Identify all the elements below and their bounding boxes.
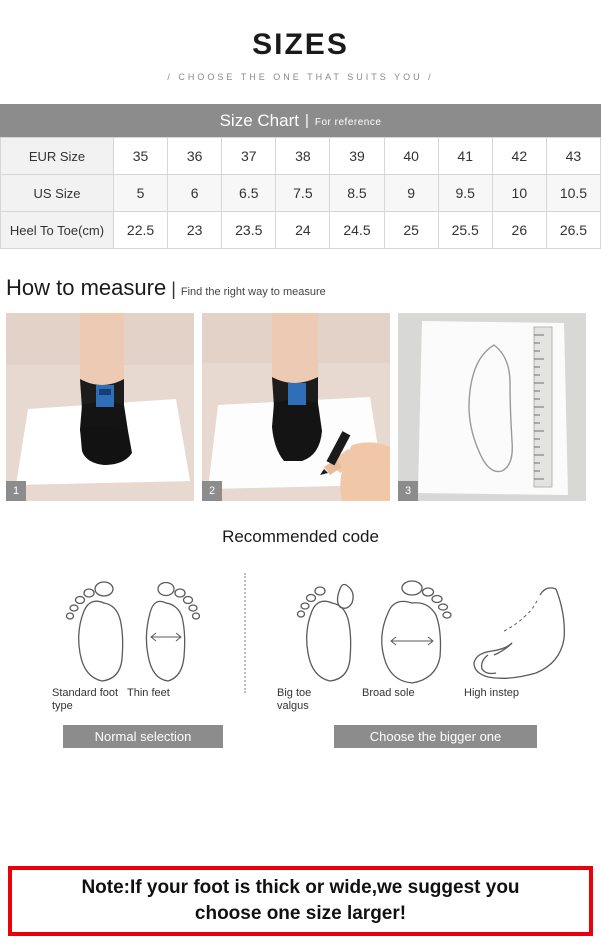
measure-step-3-photo: [398, 313, 586, 501]
how-to-measure-title: How to measure: [6, 275, 167, 300]
note-box: [8, 866, 593, 936]
table-row: [1, 138, 601, 175]
cell: 22.5: [114, 212, 168, 249]
how-to-measure-subtitle: Find the right way to measure: [180, 286, 326, 298]
ruler-measure-illustration: [398, 313, 586, 501]
cell: 43: [546, 138, 600, 175]
foot-type-label-bigtoe: Big toe valgus: [277, 687, 312, 712]
cell: 10: [492, 175, 546, 212]
cell: 23.5: [222, 212, 276, 249]
cell: 5: [114, 175, 168, 212]
size-chart-heading-note: For reference: [314, 116, 382, 128]
cell: 7.5: [276, 175, 330, 212]
cell: 6: [168, 175, 222, 212]
foot-type-illustrations: [0, 555, 601, 712]
cell: 6.5: [222, 175, 276, 212]
cell: 41: [438, 138, 492, 175]
note-line-2: choose one size larger!: [194, 903, 407, 924]
how-to-measure-bar: |: [171, 279, 176, 299]
size-chart-table: [0, 137, 601, 249]
vertical-divider: [244, 573, 246, 693]
cell: 42: [492, 138, 546, 175]
cell: 26: [492, 212, 546, 249]
foot-type-label-standard: Standard foot type: [52, 687, 119, 712]
cell: 24: [276, 212, 330, 249]
recommended-title: Recommended code: [222, 527, 379, 546]
recommended-body: Standard foot type Thin feet Big toe valgus Broad sole High instep Normal selection Choose the bigger one: [0, 555, 601, 755]
step-badge: 3: [398, 481, 418, 501]
cell: 40: [384, 138, 438, 175]
size-chart: [0, 104, 601, 249]
cell: 10.5: [546, 175, 600, 212]
cell: 35: [114, 138, 168, 175]
cell: 25: [384, 212, 438, 249]
cell: 24.5: [330, 212, 384, 249]
cell: 37: [222, 138, 276, 175]
row-label-us: US Size: [1, 175, 114, 212]
size-chart-header: [0, 104, 601, 137]
size-chart-heading: Size Chart: [219, 110, 299, 130]
measure-steps: [0, 313, 601, 501]
page-subtitle: / CHOOSE THE ONE THAT SUITS YOU /: [167, 72, 434, 82]
step-badge: 2: [202, 481, 222, 501]
size-chart-heading-bar: |: [304, 112, 309, 129]
measure-step-1-photo: [6, 313, 194, 501]
cell: 36: [168, 138, 222, 175]
foot-on-paper-illustration: [6, 313, 194, 501]
cell: 8.5: [330, 175, 384, 212]
table-row: [1, 212, 601, 249]
note-line-1: Note:If your foot is thick or wide,we suggest you: [81, 877, 520, 898]
cell: 39: [330, 138, 384, 175]
cell: 23: [168, 212, 222, 249]
how-to-measure-header: [0, 275, 601, 301]
cell: 9: [384, 175, 438, 212]
step-badge: 1: [6, 481, 26, 501]
cell: 9.5: [438, 175, 492, 212]
tracing-foot-illustration: [202, 313, 390, 501]
cell: 25.5: [438, 212, 492, 249]
measure-step-2-photo: [202, 313, 390, 501]
normal-selection-pill: Normal selection: [63, 725, 223, 748]
cell: 26.5: [546, 212, 600, 249]
cell: 38: [276, 138, 330, 175]
row-label-heel-to-toe: Heel To Toe(cm): [1, 212, 114, 249]
row-label-eur: EUR Size: [1, 138, 114, 175]
choose-bigger-pill: Choose the bigger one: [334, 725, 537, 748]
page-title: SIZES: [252, 28, 349, 61]
table-row: [1, 175, 601, 212]
